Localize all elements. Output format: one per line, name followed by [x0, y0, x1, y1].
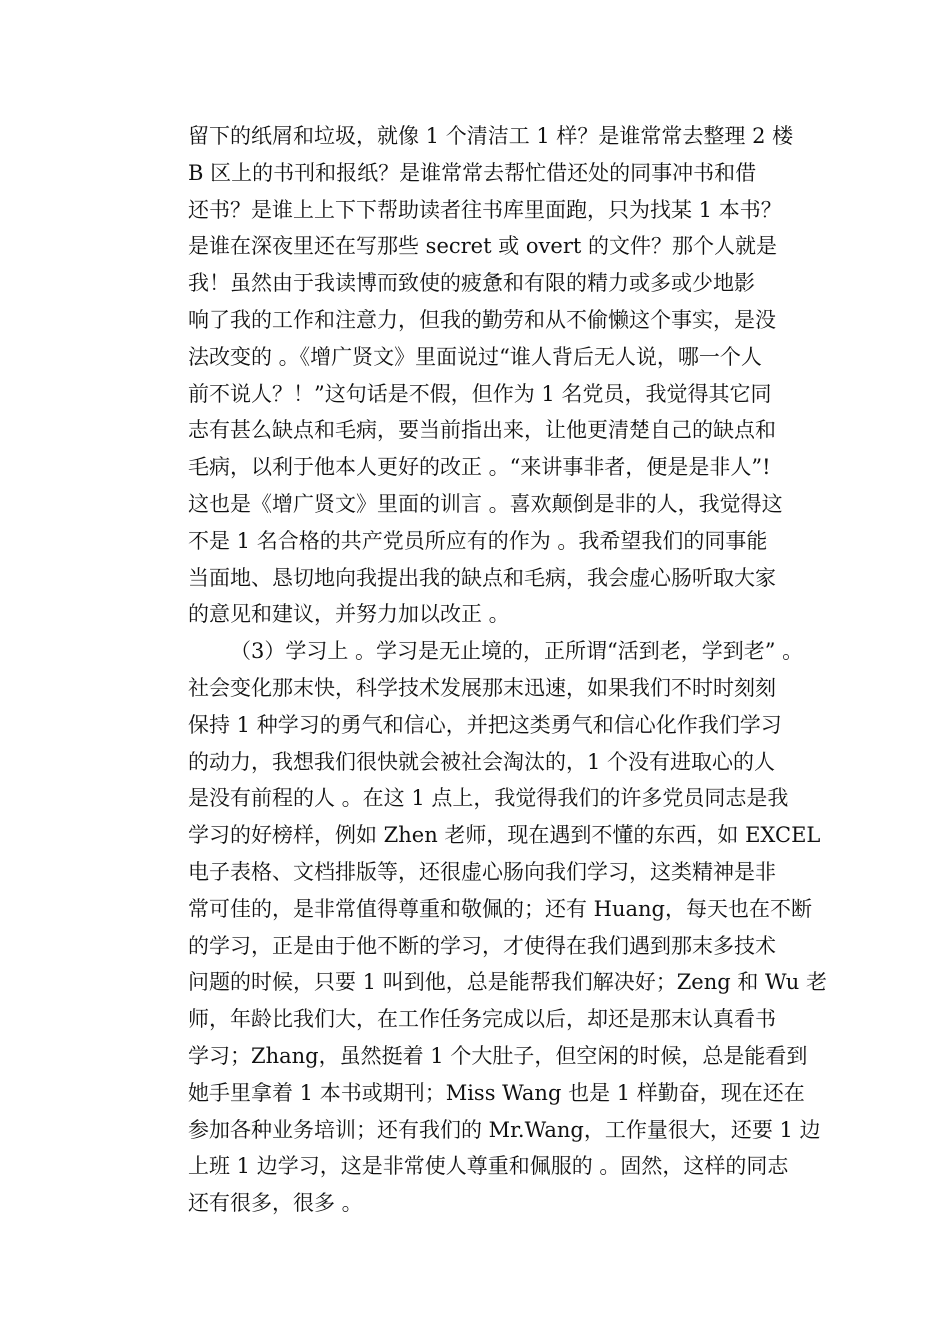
text-line: 是谁在深夜里还在写那些 secret 或 overt 的文件？那个人就是: [188, 234, 777, 259]
text-line: 毛病，以利于他本人更好的改正 。“来讲事非者，便是是非人”!: [188, 455, 771, 480]
text-line: 我！虽然由于我读博而致使的疲惫和有限的精力或多或少地影: [188, 271, 755, 296]
text-line: 学习的好榜样，例如 Zhen 老师，现在遇到不懂的东西，如 EXCEL: [188, 823, 821, 848]
text-line: 的学习，正是由于他不断的学习，才使得在我们遇到那末多技术: [188, 933, 776, 958]
text-line: 志有甚么缺点和毛病，要当前指出来，让他更清楚自己的缺点和: [188, 418, 776, 443]
text-line: 常可佳的，是非常值得尊重和敬佩的；还有 Huang，每天也在不断: [188, 896, 812, 921]
text-line: 师，年龄比我们大，在工作任务完成以后，却还是那末认真看书: [188, 1007, 776, 1032]
body-text: [188, 118, 828, 1222]
text-line: 的动力，我想我们很快就会被社会淘汰的，1 个没有进取心的人: [188, 749, 776, 774]
text-line: 上班 1 边学习，这是非常使人尊重和佩服的 。固然，这样的同志: [188, 1154, 789, 1179]
text-line: 前不说人？！”这句话是不假，但作为 1 名党员，我觉得其它同: [188, 381, 772, 406]
text-line: 学习；Zhang，虽然挺着 1 个大肚子，但空闲的时候，总是能看到: [188, 1043, 808, 1068]
text-line: 还有很多，很多 。: [188, 1191, 363, 1216]
text-line: 电子表格、文档排版等，还很虚心肠向我们学习，这类精神是非: [188, 859, 776, 884]
text-line: 的意见和建议，并努力加以改正 。: [188, 602, 510, 627]
text-line: 是没有前程的人 。在这 1 点上，我觉得我们的许多党员同志是我: [188, 786, 789, 811]
text-line: 她手里拿着 1 本书或期刊；Miss Wang 也是 1 样勤奋，现在还在: [188, 1080, 805, 1105]
text-line: 当面地、恳切地向我提出我的缺点和毛病，我会虚心肠听取大家: [188, 565, 776, 590]
paragraph-start-line: （3）学习上 。学习是无止境的，正所谓“活到老，学到老” 。: [230, 639, 804, 664]
text-line: 留下的纸屑和垃圾，就像 1 个清洁工 1 样？是谁常常去整理 2 楼: [188, 124, 794, 148]
text-line: 问题的时候，只要 1 叫到他，总是能帮我们解决好；Zeng 和 Wu 老: [188, 970, 827, 995]
text-line: 保持 1 种学习的勇气和信心，并把这类勇气和信心化作我们学习: [188, 712, 782, 737]
text-line: 社会变化那末快，科学技术发展那末迅速，如果我们不时时刻刻: [188, 675, 776, 700]
text-line: 参加各种业务培训；还有我们的 Mr.Wang，工作量很大，还要 1 边: [188, 1117, 821, 1142]
text-line: 还书？是谁上上下下帮助读者往书库里面跑，只为找某 1 本书？: [188, 197, 782, 222]
text-line: 不是 1 名合格的共产党员所应有的作为 。我希望我们的同事能: [188, 528, 768, 553]
text-line: 响了我的工作和注意力，但我的勤劳和从不偷懒这个事实，是没: [188, 307, 776, 332]
text-line: 法改变的 。《增广贤文》里面说过“谁人背后无人说，哪一个人: [188, 344, 762, 369]
text-line: 这也是《增广贤文》里面的训言 。喜欢颠倒是非的人，我觉得这: [188, 491, 783, 516]
text-line: B 区上的书刊和报纸？是谁常常去帮忙借还处的同事冲书和借: [188, 160, 757, 185]
